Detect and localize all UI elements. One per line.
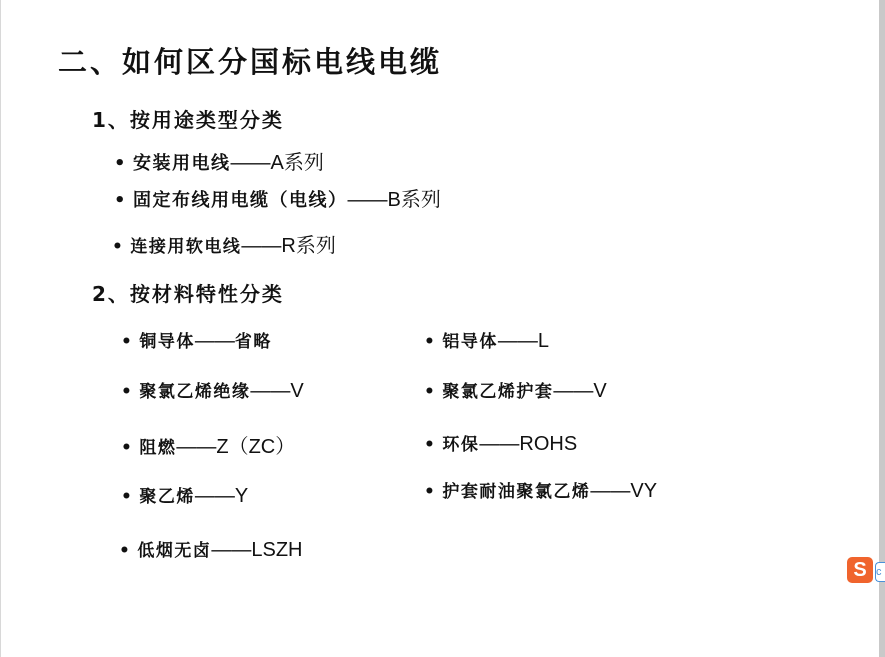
- bullet: •: [121, 438, 134, 458]
- list-item-material: • 阻燃——Z（ZC）: [121, 436, 296, 458]
- list-item-material: • 环保——ROHS: [424, 433, 578, 455]
- slide-left-border: [0, 0, 1, 657]
- section-heading-usage: 1、按用途类型分类: [92, 108, 284, 132]
- ime-toolbar-edge[interactable]: c: [875, 562, 885, 582]
- list-item-material: • 聚乙烯——Y: [121, 485, 249, 507]
- list-item-material: • 低烟无卤——LSZH: [119, 539, 303, 561]
- list-item-material: • 聚氯乙烯绝缘——V: [121, 380, 304, 402]
- list-item-material: • 铜导体——省略: [121, 330, 272, 352]
- slide-right-border: [879, 0, 885, 657]
- bullet: •: [424, 435, 437, 455]
- list-item-usage: • 固定布线用电缆（电线）——B系列: [114, 189, 441, 211]
- bullet: •: [119, 541, 132, 561]
- bullet: •: [112, 237, 125, 257]
- list-item-material: • 聚氯乙烯护套——V: [424, 380, 607, 402]
- bullet: •: [424, 482, 437, 502]
- list-item-material: • 铝导体——L: [424, 330, 549, 352]
- bullet: •: [121, 487, 134, 507]
- list-item-material: • 护套耐油聚氯乙烯——VY: [424, 480, 658, 502]
- slide-title: 二、如何区分国标电线电缆: [58, 45, 443, 79]
- sogou-ime-icon[interactable]: S: [847, 557, 873, 583]
- bullet: •: [424, 332, 437, 352]
- section-heading-material: 2、按材料特性分类: [92, 282, 284, 306]
- list-item-usage: • 连接用软电线——R系列: [112, 235, 336, 257]
- bullet: •: [121, 382, 134, 402]
- list-item-usage: • 安装用电线——A系列: [114, 152, 324, 174]
- bullet: •: [424, 382, 437, 402]
- bullet: •: [121, 332, 134, 352]
- bullet: •: [114, 153, 128, 174]
- bullet: •: [114, 190, 128, 211]
